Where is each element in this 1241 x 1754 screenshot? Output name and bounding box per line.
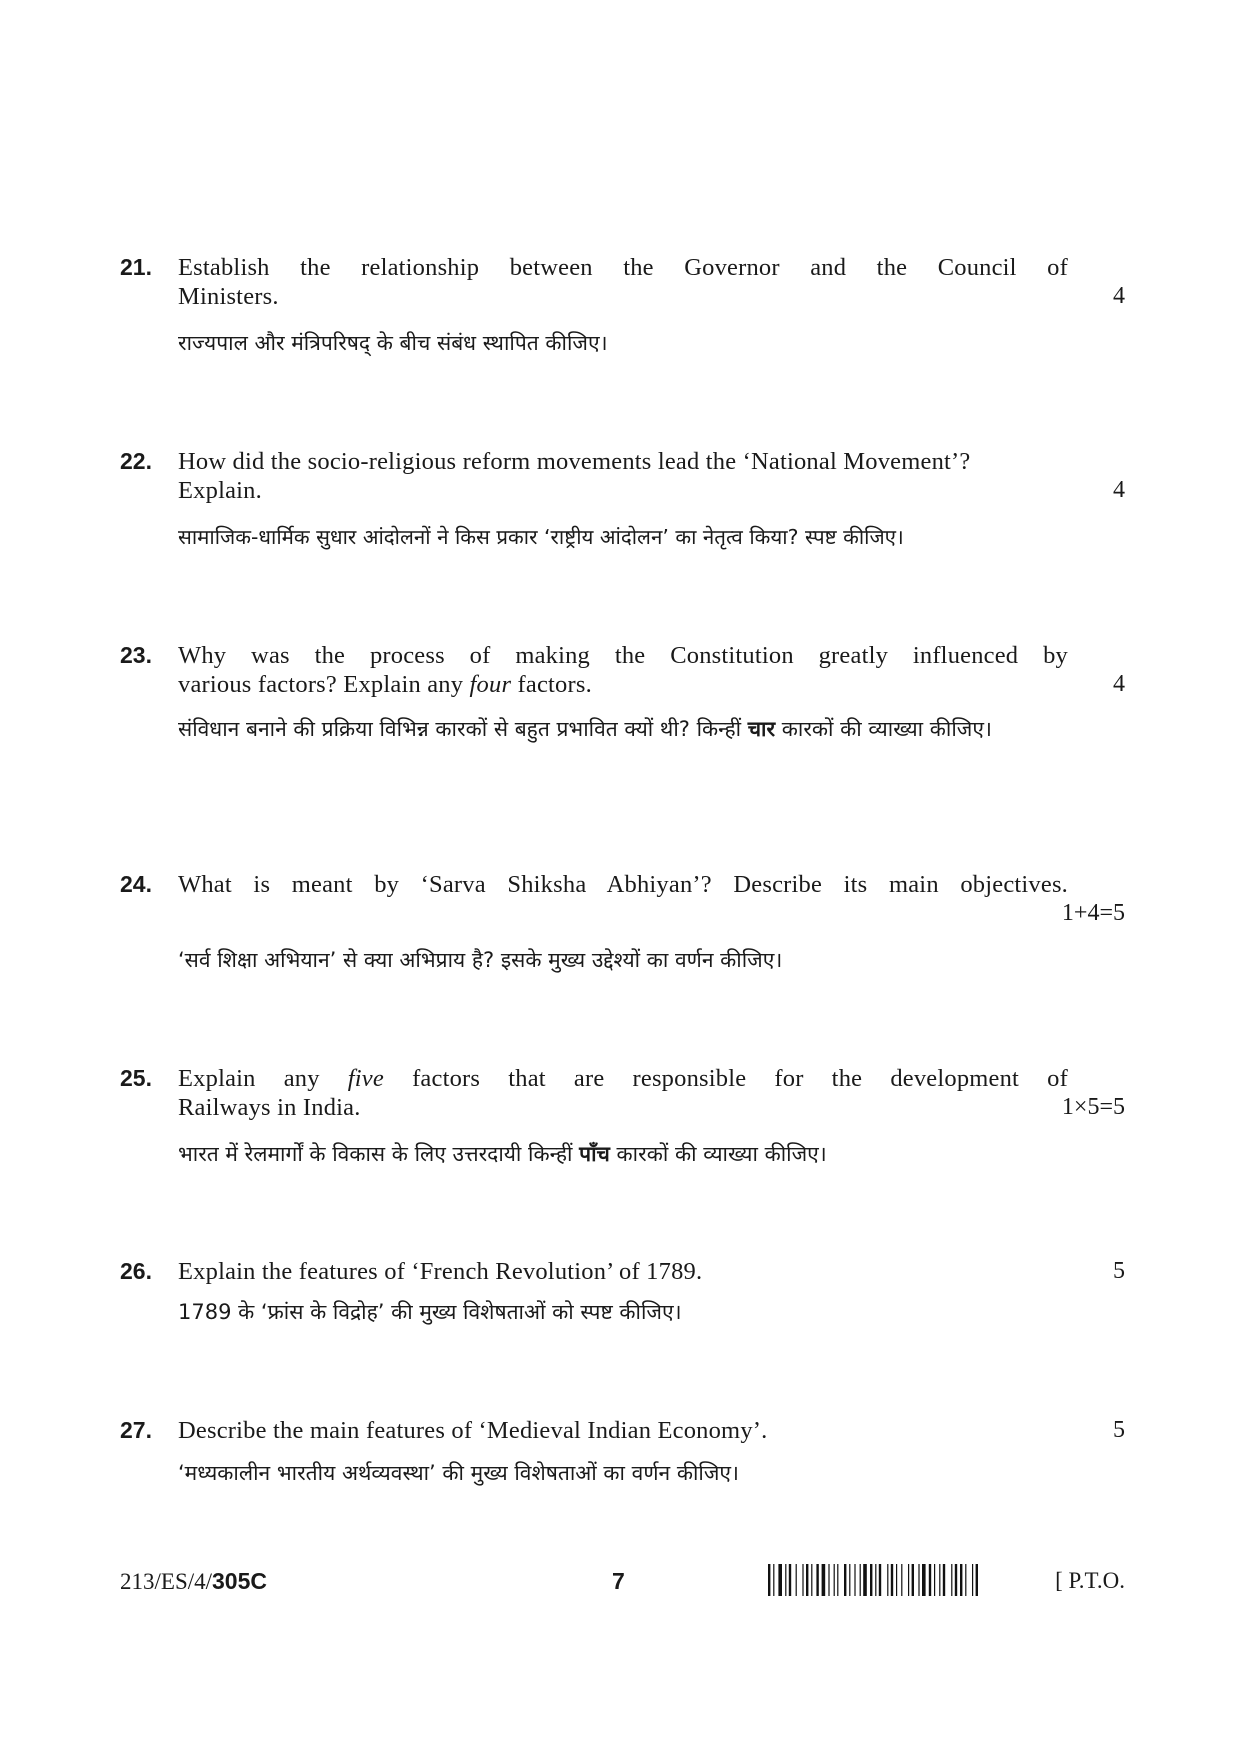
question-25: [120, 1064, 1125, 1174]
question-21: [120, 253, 1125, 363]
question-text-hindi: भारत में रेलमार्गों के विकास के लिए उत्तरदायी किन्हीं पाँच कारकों की व्याख्या कीजिए।: [178, 1142, 827, 1166]
question-24: [120, 870, 1125, 980]
question-text-english: What is meant by ‘Sarva Shiksha Abhiyan’? Describe its main objectives.: [178, 871, 1068, 898]
question-text-english: Establish the relationship between the Governor and the Council of Ministers.: [178, 254, 1068, 310]
question-number: 26.: [120, 1258, 152, 1284]
question-text-english: Explain the features of ‘French Revolution’ of 1789.: [178, 1258, 703, 1285]
question-22: [120, 447, 1125, 557]
page-number: 7: [612, 1568, 625, 1594]
question-number: 23.: [120, 642, 152, 668]
question-marks: 4: [1113, 477, 1125, 503]
question-text-hindi: ‘सर्व शिक्षा अभियान’ से क्या अभिप्राय है? इसके मुख्य उद्देश्यों का वर्णन कीजिए।: [178, 948, 783, 972]
question-27: [120, 1416, 1125, 1493]
question-text-hindi: सामाजिक-धार्मिक सुधार आंदोलनों ने किस प्रकार ‘राष्ट्रीय आंदोलन’ का नेतृत्व किया? स्पष्ट कीजिए।: [178, 525, 904, 549]
question-text-english: Explain any five factors that are responsible for the development of Railways in India.: [178, 1065, 1068, 1121]
question-text-hindi: राज्यपाल और मंत्रिपरिषद् के बीच संबंध स्थापित कीजिए।: [178, 331, 608, 355]
question-text-hindi: संविधान बनाने की प्रक्रिया विभिन्न कारकों से बहुत प्रभावित क्यों थी? किन्हीं चार कारकों की व्याख्या कीजिए।: [178, 717, 992, 741]
question-marks: 5: [1113, 1258, 1125, 1284]
page-footer: [120, 1562, 1125, 1602]
question-marks: 1+4=5: [1061, 900, 1125, 926]
question-text-english: Describe the main features of ‘Medieval Indian Economy’.: [178, 1417, 768, 1444]
question-number: 25.: [120, 1065, 152, 1091]
question-23: [120, 641, 1125, 749]
pto-label: [ P.T.O.: [1055, 1568, 1125, 1593]
question-number: 24.: [120, 871, 152, 897]
question-marks: 4: [1113, 671, 1125, 697]
question-text-hindi: 1789 के ‘फ्रांस के विद्रोह’ की मुख्य विशेषताओं को स्पष्ट कीजिए।: [178, 1300, 682, 1324]
question-number: 22.: [120, 448, 152, 474]
question-text-hindi: ‘मध्यकालीन भारतीय अर्थव्यवस्था’ की मुख्य विशेषताओं का वर्णन कीजिए।: [178, 1461, 740, 1485]
question-number: 27.: [120, 1417, 152, 1443]
question-26: [120, 1257, 1125, 1332]
barcode-icon: [768, 1564, 1048, 1596]
question-marks: 5: [1113, 1417, 1125, 1443]
paper-code: 213/ES/4/305C: [120, 1568, 267, 1594]
question-number: 21.: [120, 254, 152, 280]
question-marks: 4: [1113, 283, 1125, 309]
question-marks: 1×5=5: [1061, 1094, 1125, 1120]
question-text-english: How did the socio-religious reform movements lead the ‘National Movement’? Explain.: [178, 448, 971, 504]
question-text-english: Why was the process of making the Constitution greatly influenced by various factors? Explain any four factors.: [178, 642, 1068, 698]
